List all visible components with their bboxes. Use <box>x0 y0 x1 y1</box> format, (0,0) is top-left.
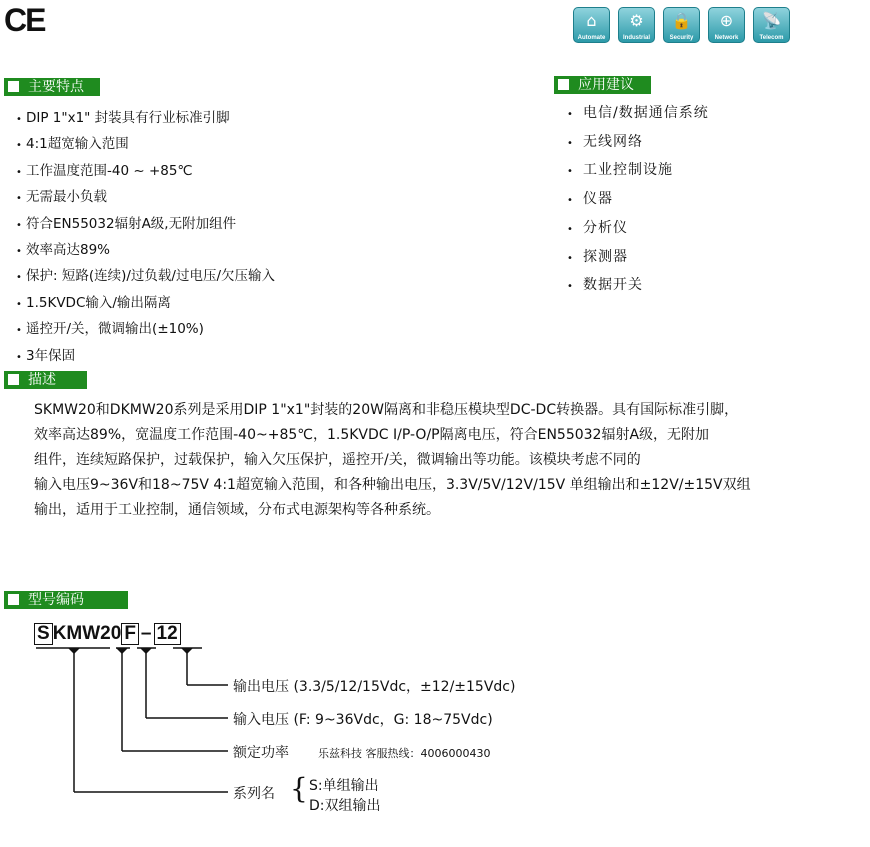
security-badge: 🔒 Security <box>663 7 700 43</box>
list-item: • 工业控制设施 <box>567 157 709 186</box>
list-item: • 仪器 <box>567 186 709 215</box>
list-item: • 符合EN55032辐射A级,无附加组件 <box>16 212 275 238</box>
industrial-badge: ⚙ Industrial <box>618 7 655 43</box>
network-icon: ⊕ <box>719 11 734 30</box>
list-item: • 遥控开/关，微调输出(±10%) <box>16 317 275 343</box>
ce-mark: CE <box>4 2 45 38</box>
model-code-heading: 型号编码 <box>4 591 128 609</box>
series-dual-output: D:双组输出 <box>309 798 381 814</box>
network-badge: ⊕ Network <box>708 7 745 43</box>
list-item: • 保护: 短路(连续)/过负载/过电压/欠压输入 <box>16 264 275 290</box>
list-item: • 工作温度范围-40 ~ +85℃ <box>16 159 275 185</box>
brace-symbol: { <box>290 772 308 805</box>
list-item: • 效率高达89% <box>16 238 275 264</box>
output-code: 12 <box>154 623 181 645</box>
list-item: • 无线网络 <box>567 129 709 158</box>
list-item: • DIP 1"x1" 封装具有行业标准引脚 <box>16 106 275 132</box>
customer-service-hotline: 乐兹科技 客服热线：4006000430 <box>318 747 491 760</box>
series-name-label: 系列名 <box>233 786 275 802</box>
applications-heading: 应用建议 <box>554 76 651 94</box>
model-base: KMW20 <box>52 623 122 644</box>
house-icon: ⌂ <box>586 11 597 30</box>
model-dash: – <box>140 623 152 644</box>
series-letter: S <box>34 623 53 645</box>
telecom-badge: 📡 Telecom <box>753 7 790 43</box>
description-heading: 描述 <box>4 371 87 389</box>
lock-icon: 🔒 <box>671 11 692 30</box>
list-item: • 4:1超宽输入范围 <box>16 132 275 158</box>
list-item: • 1.5KVDC输入/输出隔离 <box>16 291 275 317</box>
description-text: SKMW20和DKMW20系列是采用DIP 1"x1"封装的20W隔离和非稳压模块型DC-DC转换器。具有国际标准引脚， 效率高达89%，宽温度工作范围-40~+85℃，1.5KVDC I/P-O/P隔离电压，符合EN55032辐射A级，无附加 组件，连续短路保护，过载保护，输入欠压保护，遥控开/关，微调输出等功能。该模块考虑不同的 输入电压9~36V和18~75V 4:1超宽输入范围，和各种输出电压，3.3V/5V/12V/15V 单组输出和±12V/±15V双组 输出，适用于工业控制，通信领域，分布式电源架构等各种系统。 <box>34 402 751 518</box>
list-item: • 无需最小负载 <box>16 185 275 211</box>
output-voltage-label: 输出电压 (3.3/5/12/15Vdc，±12/±15Vdc) <box>233 679 516 695</box>
series-single-output: S:单组输出 <box>309 778 379 794</box>
list-item: • 电信/数据通信系统 <box>567 100 709 129</box>
automate-badge: ⌂ Automate <box>573 7 610 43</box>
input-code: F <box>121 623 139 645</box>
gear-icon: ⚙ <box>629 11 644 30</box>
list-item: • 数据开关 <box>567 272 709 301</box>
satellite-dish-icon: 📡 <box>761 11 782 30</box>
list-item: • 3年保固 <box>16 344 275 370</box>
features-heading: 主要特点 <box>4 78 100 96</box>
rated-power-label: 额定功率 <box>233 745 289 761</box>
input-voltage-label: 输入电压 (F: 9~36Vdc，G: 18~75Vdc) <box>233 712 493 728</box>
list-item: • 探测器 <box>567 244 709 273</box>
list-item: • 分析仪 <box>567 215 709 244</box>
